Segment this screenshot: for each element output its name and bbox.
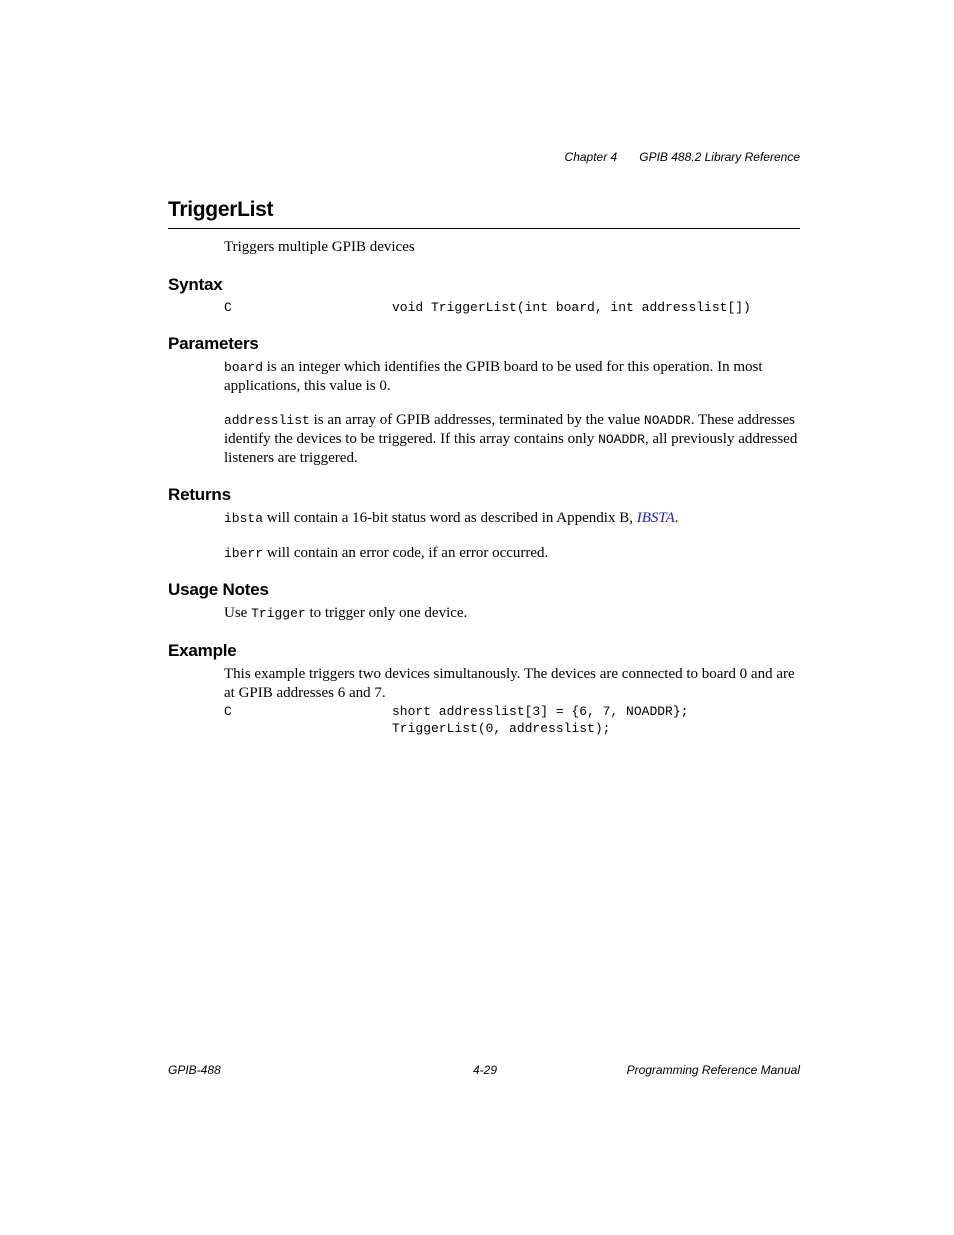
- usage-text-b: to trigger only one device.: [305, 605, 468, 621]
- header-section: GPIB 488.2 Library Reference: [639, 150, 800, 164]
- usage-notes-text: [224, 604, 800, 623]
- parameters-heading: Parameters: [168, 334, 259, 353]
- param-board-text: is an integer which identifies the GPIB board to be used for this operation. In most applications, this value is 0.: [224, 359, 763, 394]
- returns-ibsta: [224, 509, 800, 528]
- returns-heading: Returns: [168, 485, 231, 504]
- example-lang-label: C: [224, 704, 232, 719]
- title-rule: [168, 228, 800, 229]
- syntax-lang-label: C: [224, 300, 232, 315]
- param-addresslist-text-c: , all previously addressed listeners are triggered.: [224, 431, 798, 466]
- usage-text-a: Use: [224, 605, 252, 621]
- param-addresslist-text-a: is an array of GPIB addresses, terminated by the value: [309, 412, 644, 428]
- description: Triggers multiple GPIB devices: [224, 239, 415, 255]
- footer-page-number: 4-29: [473, 1063, 498, 1077]
- returns-ibsta-end: .: [674, 510, 679, 526]
- page-title: TriggerList: [168, 198, 274, 221]
- ibsta-link[interactable]: IBSTA: [636, 510, 675, 526]
- returns-iberr-text: will contain an error code, if an error occurred.: [263, 545, 549, 561]
- example-code-line-1: short addresslist[3] = {6, 7, NOADDR};: [392, 704, 689, 719]
- example-heading: Example: [168, 641, 237, 660]
- param-noaddr-code-2: NOADDR: [598, 432, 645, 447]
- syntax-heading: Syntax: [168, 275, 223, 294]
- usage-notes-heading: Usage Notes: [168, 580, 269, 599]
- param-addresslist-text-b: . These addresses identify the devices to be triggered. If this array contains only: [224, 412, 795, 447]
- example-description: This example triggers two devices simultanously. The devices are connected to board 0 and are at GPIB addresses 6 and 7.: [224, 666, 795, 701]
- returns-ibsta-code: ibsta: [224, 511, 264, 526]
- returns-iberr-code: iberr: [224, 546, 264, 561]
- header-chapter: Chapter 4: [564, 150, 618, 164]
- syntax-code: void TriggerList(int board, int addresslist[]): [392, 300, 751, 315]
- returns-ibsta-text: will contain a 16-bit status word as described in Appendix B,: [263, 510, 637, 526]
- parameter-board: [224, 358, 800, 396]
- parameter-addresslist: [224, 411, 800, 468]
- running-header: [565, 150, 800, 164]
- example-code-line-2: TriggerList(0, addresslist);: [392, 721, 611, 736]
- param-addresslist-code: addresslist: [224, 413, 310, 428]
- param-board-code: board: [224, 360, 264, 375]
- returns-iberr: [224, 544, 800, 563]
- footer-left: GPIB-488: [168, 1063, 221, 1077]
- param-noaddr-code: NOADDR: [643, 413, 691, 428]
- usage-trigger-code: Trigger: [251, 606, 306, 621]
- footer-right: Programming Reference Manual: [626, 1063, 800, 1077]
